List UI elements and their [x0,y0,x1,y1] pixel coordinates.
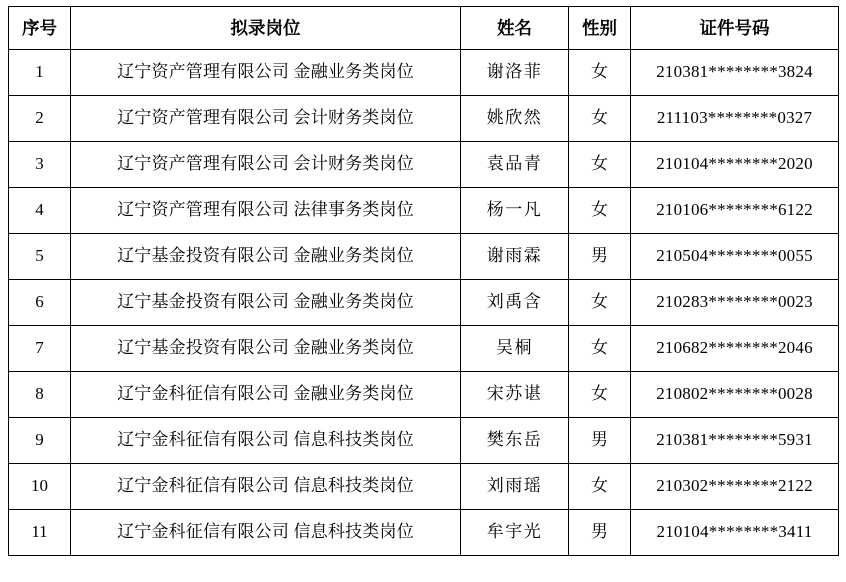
cell-gender: 女 [569,280,631,326]
column-header-gender: 性别 [569,7,631,50]
cell-id: 210381********3824 [631,50,839,96]
cell-id: 210802********0028 [631,372,839,418]
cell-index: 1 [9,50,71,96]
table-row [9,372,839,418]
column-header-id: 证件号码 [631,7,839,50]
cell-post: 辽宁资产管理有限公司 会计财务类岗位 [71,142,461,188]
table-header-row [9,7,839,50]
cell-id: 210104********3411 [631,510,839,556]
cell-name: 谢洛菲 [461,50,569,96]
cell-index: 6 [9,280,71,326]
cell-id: 210381********5931 [631,418,839,464]
table-row [9,188,839,234]
table-body [9,50,839,556]
cell-post: 辽宁资产管理有限公司 会计财务类岗位 [71,96,461,142]
cell-gender: 男 [569,234,631,280]
cell-name: 刘雨瑶 [461,464,569,510]
cell-id: 210106********6122 [631,188,839,234]
cell-index: 5 [9,234,71,280]
cell-gender: 女 [569,188,631,234]
cell-index: 2 [9,96,71,142]
cell-post: 辽宁资产管理有限公司 金融业务类岗位 [71,50,461,96]
cell-gender: 女 [569,372,631,418]
cell-name: 樊东岳 [461,418,569,464]
table-row [9,510,839,556]
table-row [9,464,839,510]
cell-id: 210682********2046 [631,326,839,372]
cell-name: 袁品青 [461,142,569,188]
table-row [9,50,839,96]
cell-post: 辽宁金科征信有限公司 金融业务类岗位 [71,372,461,418]
table-header [9,7,839,50]
cell-id: 210302********2122 [631,464,839,510]
cell-index: 4 [9,188,71,234]
cell-post: 辽宁基金投资有限公司 金融业务类岗位 [71,234,461,280]
column-header-post: 拟录岗位 [71,7,461,50]
cell-post: 辽宁金科征信有限公司 信息科技类岗位 [71,418,461,464]
cell-id: 210104********2020 [631,142,839,188]
cell-index: 11 [9,510,71,556]
cell-gender: 女 [569,96,631,142]
cell-name: 姚欣然 [461,96,569,142]
table-row [9,280,839,326]
cell-post: 辽宁金科征信有限公司 信息科技类岗位 [71,464,461,510]
cell-name: 刘禹含 [461,280,569,326]
cell-index: 8 [9,372,71,418]
table-row [9,234,839,280]
table-row [9,142,839,188]
cell-id: 210504********0055 [631,234,839,280]
table-row [9,96,839,142]
cell-name: 宋苏谌 [461,372,569,418]
cell-index: 3 [9,142,71,188]
cell-name: 吴桐 [461,326,569,372]
cell-post: 辽宁金科征信有限公司 信息科技类岗位 [71,510,461,556]
table-row [9,418,839,464]
cell-post: 辽宁资产管理有限公司 法律事务类岗位 [71,188,461,234]
cell-name: 谢雨霖 [461,234,569,280]
cell-gender: 女 [569,326,631,372]
cell-gender: 男 [569,510,631,556]
cell-name: 杨一凡 [461,188,569,234]
cell-gender: 女 [569,50,631,96]
candidate-roster-table [8,6,839,556]
cell-post: 辽宁基金投资有限公司 金融业务类岗位 [71,326,461,372]
cell-index: 9 [9,418,71,464]
cell-index: 7 [9,326,71,372]
cell-gender: 女 [569,464,631,510]
column-header-index: 序号 [9,7,71,50]
cell-id: 210283********0023 [631,280,839,326]
table-row [9,326,839,372]
cell-post: 辽宁基金投资有限公司 金融业务类岗位 [71,280,461,326]
cell-name: 牟宇光 [461,510,569,556]
cell-id: 211103********0327 [631,96,839,142]
cell-gender: 男 [569,418,631,464]
column-header-name: 姓名 [461,7,569,50]
cell-index: 10 [9,464,71,510]
cell-gender: 女 [569,142,631,188]
